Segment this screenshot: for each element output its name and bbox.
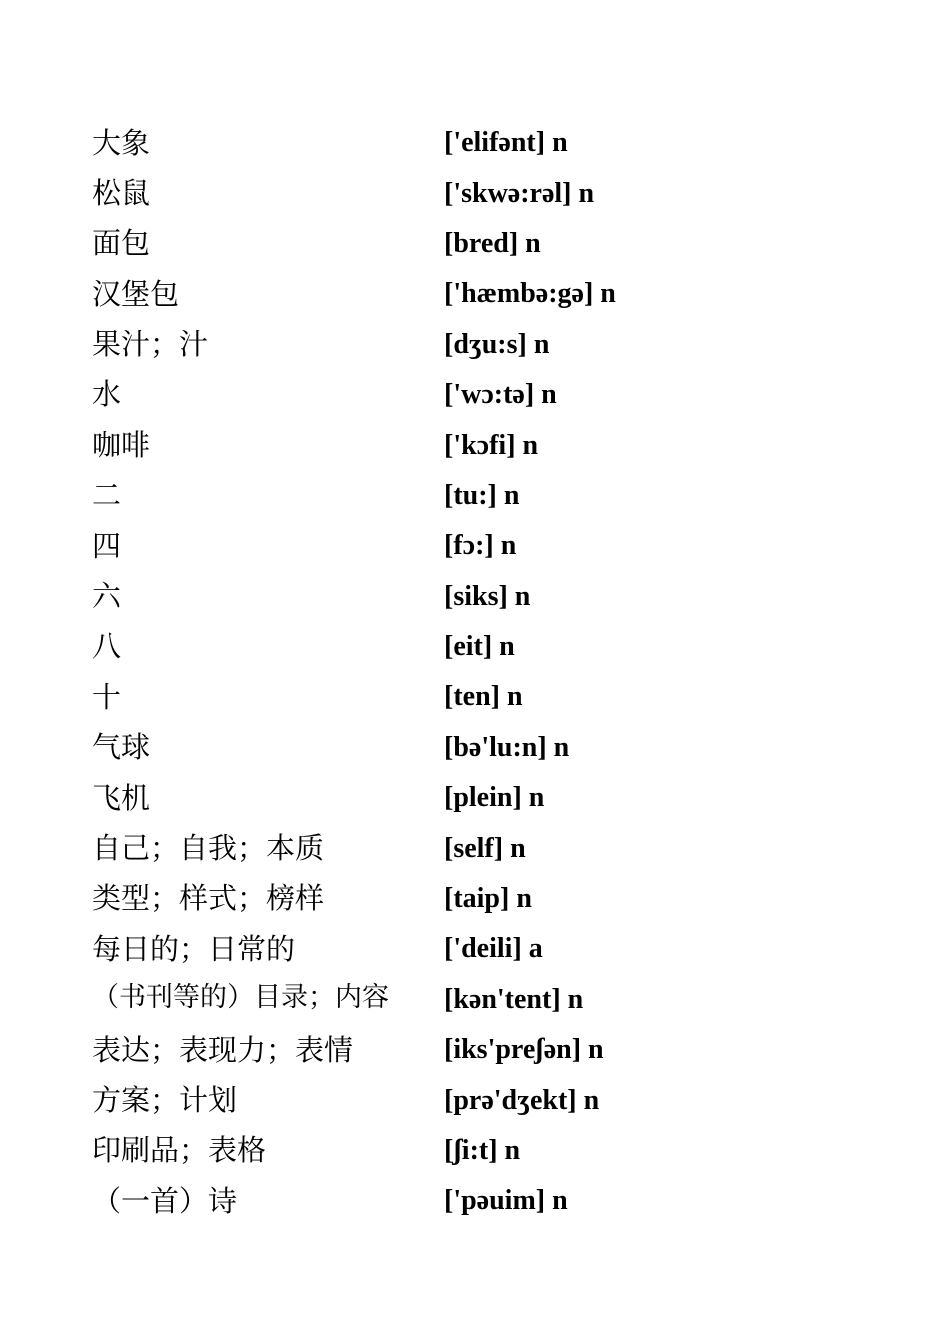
chinese-meaning: 六 (92, 580, 122, 614)
phonetic-transcription: [iks'preʃən] n (444, 1034, 604, 1066)
chinese-meaning: 表达；表现力；表情 (92, 1033, 354, 1067)
vocab-row (92, 471, 852, 521)
phonetic-transcription: [bred] n (444, 227, 541, 259)
chinese-meaning: 果汁；汁 (92, 328, 209, 362)
chinese-meaning: 类型；样式；榜样 (92, 882, 325, 916)
chinese-meaning: 十 (92, 680, 122, 714)
phonetic-transcription: [plein] n (444, 782, 545, 814)
vocabulary-list (92, 118, 852, 1227)
chinese-meaning: 面包 (92, 227, 151, 261)
chinese-meaning: 飞机 (92, 781, 151, 815)
chinese-meaning: 咖啡 (92, 428, 151, 462)
vocab-row (92, 672, 852, 722)
phonetic-transcription: [tu:] n (444, 479, 520, 511)
phonetic-transcription: [prə'dʒekt] n (444, 1084, 600, 1116)
vocab-row (92, 874, 852, 924)
chinese-meaning: 水 (92, 378, 122, 412)
phonetic-transcription: ['hæmbə:gə] n (444, 278, 616, 310)
chinese-meaning: 汉堡包 (92, 277, 180, 311)
vocab-row (92, 572, 852, 622)
phonetic-transcription: [ʃi:t] n (444, 1135, 521, 1166)
vocab-row (92, 370, 852, 420)
vocab-row (92, 975, 852, 1025)
chinese-meaning: 印刷品；表格 (92, 1134, 267, 1168)
vocab-row (92, 320, 852, 370)
chinese-meaning: 自己；自我；本质 (92, 831, 325, 865)
chinese-meaning: 方案；计划 (92, 1083, 238, 1117)
phonetic-transcription: ['deili] a (444, 933, 543, 965)
vocab-row (92, 1025, 852, 1075)
chinese-meaning: 八 (92, 630, 122, 664)
phonetic-transcription: [taip] n (444, 883, 532, 915)
phonetic-transcription: ['skwə:rəl] n (444, 177, 595, 209)
phonetic-transcription: [self] n (444, 832, 526, 864)
vocab-row (92, 269, 852, 319)
vocab-row (92, 823, 852, 873)
vocab-row (92, 1176, 852, 1226)
phonetic-transcription: [fɔ:] n (444, 530, 517, 562)
chinese-meaning: 气球 (92, 731, 151, 765)
chinese-meaning: 四 (92, 529, 122, 563)
phonetic-transcription: ['wɔ:tə] n (444, 379, 557, 411)
vocab-row (92, 924, 852, 974)
vocab-row (92, 622, 852, 672)
phonetic-transcription: [eit] n (444, 631, 515, 663)
chinese-meaning: （一首）诗 (92, 1184, 238, 1218)
vocab-row (92, 521, 852, 571)
vocab-row (92, 1126, 852, 1176)
vocab-row (92, 420, 852, 470)
phonetic-transcription: [bə'lu:n] n (444, 731, 570, 763)
phonetic-transcription: ['pəuim] n (444, 1185, 568, 1217)
chinese-meaning: 每日的；日常的 (92, 932, 296, 966)
phonetic-transcription: [dʒu:s] n (444, 328, 550, 360)
chinese-meaning: 二 (92, 479, 122, 513)
chinese-meaning: 松鼠 (92, 176, 151, 210)
vocab-row (92, 1075, 852, 1125)
chinese-meaning: 大象 (92, 126, 151, 160)
vocab-row (92, 773, 852, 823)
vocab-row (92, 168, 852, 218)
phonetic-transcription: ['elifənt] n (444, 127, 568, 159)
phonetic-transcription: [siks] n (444, 580, 531, 612)
chinese-meaning: （书刊等的）目录；内容 (92, 982, 389, 1014)
phonetic-transcription: [kən'tent] n (444, 983, 584, 1015)
vocab-row (92, 118, 852, 168)
phonetic-transcription: [ten] n (444, 681, 523, 713)
phonetic-transcription: ['kɔfi] n (444, 429, 539, 461)
vocab-row (92, 219, 852, 269)
vocab-row (92, 723, 852, 773)
